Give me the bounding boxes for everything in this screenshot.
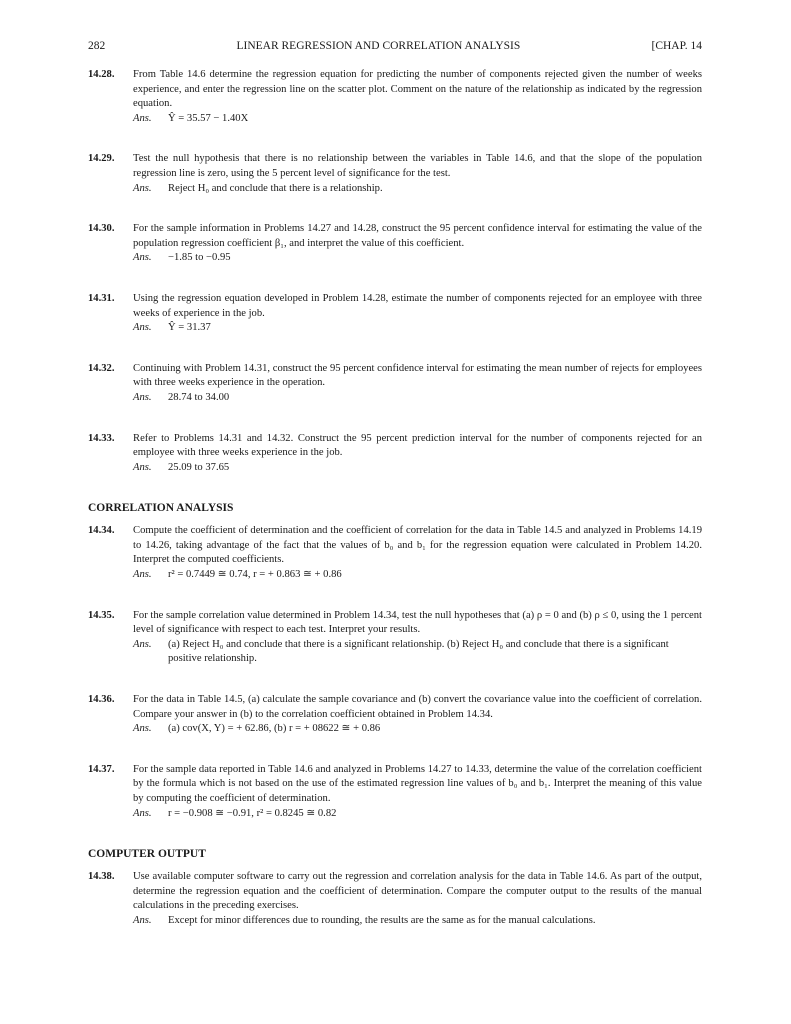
page-number: 282 (88, 40, 106, 52)
problem-text: Use available computer software to carry out the regression and correlation analysis for the data in Table 14.6. As part of the output, determine the regression equation and the coefficient of determination. Compare the computer output to the results of the manual calculations in the preceding exercises. (133, 871, 702, 912)
answer-text: −1.85 to −0.95 (168, 252, 231, 264)
problem-text: Compute the coefficient of determination and the coefficient of correlation for the data in Table 14.5 and analyzed in Problems 14.19 to 14.26, taking advantage of the fact that the values of b₀ and b₁ for the regression equation were calculated in Problem 14.20. Interpret the computed coefficients. (133, 525, 702, 566)
answer-text: Except for minor differences due to rounding, the results are the same as for the manual calculations. (168, 914, 596, 926)
problem-number: 14.28. (88, 69, 115, 80)
answer-label: Ans. (133, 914, 152, 926)
problem-14-38 (88, 870, 702, 928)
chapter-label: [CHAP. 14 (651, 40, 702, 52)
problem-text: From Table 14.6 determine the regression equation for predicting the number of components rejected given the number of weeks experience, and enter the regression line on the scatter plot. Comment on the nature of the relationship as indicated by the regression equation. (133, 69, 702, 110)
running-header (88, 40, 702, 56)
section-heading-correlation: CORRELATION ANALYSIS (88, 502, 234, 515)
problem-text: Using the regression equation developed in Problem 14.28, estimate the number of components rejected for an employee with three weeks of experience in the job. (133, 292, 702, 319)
problem-text: For the sample information in Problems 14.27 and 14.28, construct the 95 percent confidence interval for estimating the value of the population regression coefficient β₁, and interpret the value of this coefficient. (133, 223, 702, 249)
problem-text: For the sample data reported in Table 14.6 and analyzed in Problems 14.27 to 14.33, determine the value of the correlation coefficient by the formula which is not based on the use of the estimated regression line values of b₀ and b₁. Interpret the meaning of this value by computing the coefficient of determination. (133, 763, 702, 804)
answer-line (133, 638, 702, 667)
answer-label: Ans. (133, 112, 152, 124)
problem-number: 14.34. (88, 525, 115, 537)
problem-text: Test the null hypothesis that there is no relationship between the variables in Table 14.6, and that the slope of the population regression line is zero, using the 5 percent level of significance for the test. (133, 153, 702, 179)
answer-text: (a) cov(X, Y) = + 62.86, (b) r = + 08622 ≅ + 0.86 (168, 723, 381, 735)
answer-text: 28.74 to 34.00 (168, 391, 230, 403)
answer-line (133, 722, 702, 737)
answer-label: Ans. (133, 807, 152, 819)
answer-text: Reject H₀ and conclude that there is a relationship. (168, 182, 383, 194)
answer-line (133, 321, 702, 336)
problem-14-36 (88, 693, 702, 737)
problem-number: 14.29. (88, 153, 115, 165)
problem-text: Refer to Problems 14.31 and 14.32. Construct the 95 percent prediction interval for the number of components rejected for an employee with three weeks experience in the job. (133, 432, 702, 459)
problem-14-31 (88, 292, 702, 336)
answer-label: Ans. (133, 723, 152, 735)
answer-line (133, 461, 702, 476)
problem-text: Continuing with Problem 14.31, construct the 95 percent confidence interval for estimating the mean number of rejects for employees with three weeks experience in the operation. (133, 362, 702, 389)
answer-label: Ans. (133, 391, 152, 403)
problem-14-34 (88, 524, 702, 582)
problem-14-32 (88, 362, 702, 406)
problem-text: For the data in Table 14.5, (a) calculate the sample covariance and (b) convert the covariance value into the coefficient of correlation. Compare your answer in (b) to the correlation coefficient obtained in Problem 14.34. (133, 694, 702, 720)
answer-line (133, 568, 702, 583)
answer-line (133, 112, 702, 127)
problem-number: 14.35. (88, 609, 115, 621)
problem-number: 14.38. (88, 871, 115, 883)
problem-14-29 (88, 152, 702, 196)
problem-number: 14.31. (88, 292, 115, 304)
answer-label: Ans. (133, 182, 152, 194)
problem-14-37 (88, 763, 702, 821)
answer-text: Ŷ = 31.37 (168, 322, 211, 334)
answer-text: Ŷ = 35.57 − 1.40X (168, 112, 249, 124)
answer-text: (a) Reject H₀ and conclude that there is a significant relationship. (b) Reject H₀ and conclude that there is a significant positive relationship. (168, 638, 669, 665)
answer-text: 25.09 to 37.65 (168, 461, 230, 473)
problem-number: 14.36. (88, 694, 115, 706)
running-title: LINEAR REGRESSION AND CORRELATION ANALYSIS (236, 40, 521, 52)
answer-line (133, 391, 702, 406)
problem-14-33 (88, 432, 702, 476)
problem-text: For the sample correlation value determined in Problem 14.34, test the null hypotheses that (a) ρ = 0 and (b) ρ ≤ 0, using the 1 percent level of significance with respect to each test. Interpret your results. (133, 609, 702, 636)
section-heading-computer-output: COMPUTER OUTPUT (88, 848, 206, 861)
problem-14-28 (88, 68, 702, 126)
answer-text: r² = 0.7449 ≅ 0.74, r = + 0.863 ≅ + 0.86 (168, 569, 342, 581)
answer-line (133, 914, 702, 929)
problem-number: 14.37. (88, 763, 115, 775)
problem-number: 14.33. (88, 432, 115, 444)
answer-label: Ans. (133, 569, 152, 581)
problem-number: 14.30. (88, 223, 115, 235)
answer-label: Ans. (133, 322, 152, 334)
problem-14-35 (88, 609, 702, 667)
answer-line (133, 251, 702, 266)
answer-line (133, 807, 702, 822)
problem-number: 14.32. (88, 362, 115, 374)
answer-label: Ans. (133, 252, 152, 264)
page-content (88, 68, 702, 929)
answer-line (133, 182, 702, 197)
answer-label: Ans. (133, 638, 152, 650)
answer-text: r = −0.908 ≅ −0.91, r² = 0.8245 ≅ 0.82 (168, 807, 337, 819)
answer-label: Ans. (133, 461, 152, 473)
problem-14-30 (88, 222, 702, 266)
